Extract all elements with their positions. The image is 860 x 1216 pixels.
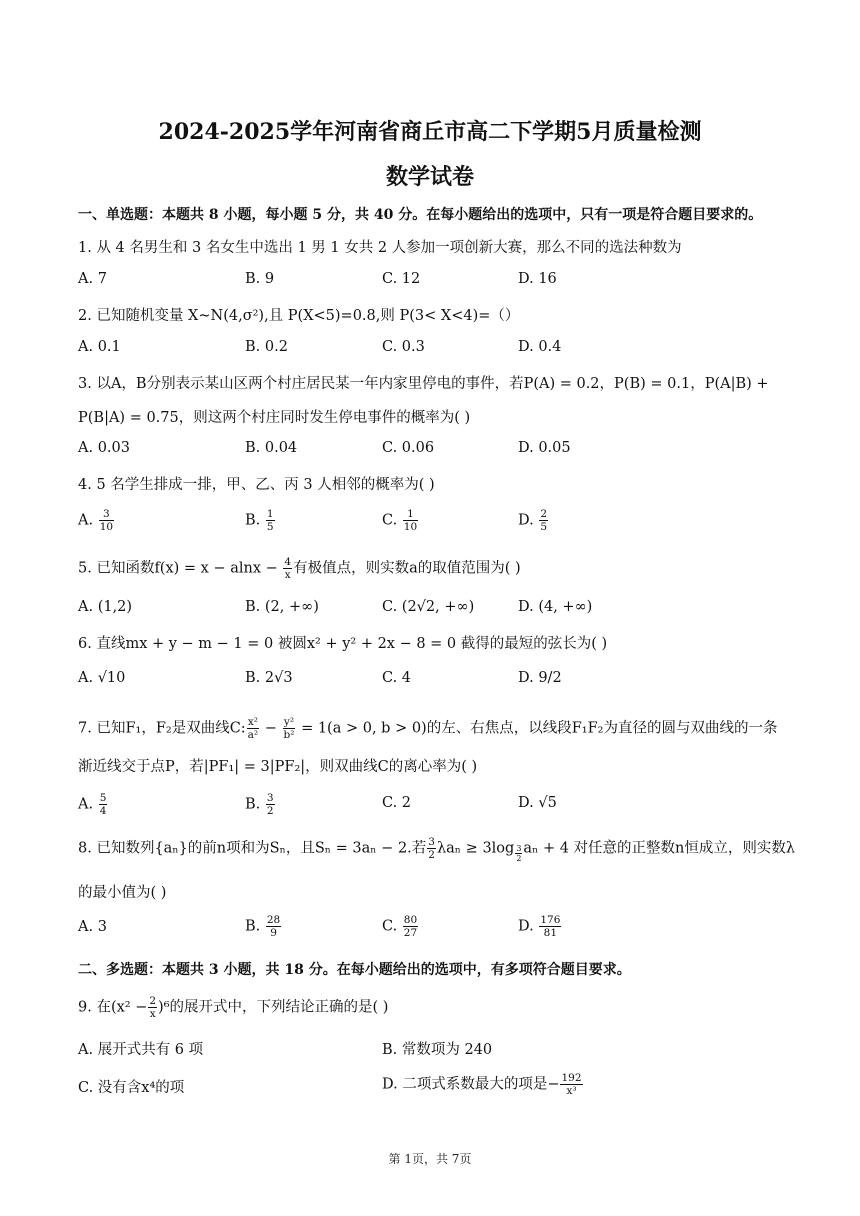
question-3-line-2: P(B|A) = 0.75，则这两个村庄同时发生停电事件的概率为( )	[78, 410, 471, 426]
fraction: $\frac{176}{81}$	[540, 914, 561, 939]
q3-option-d: D. 0.05	[518, 440, 571, 456]
question-9: 9. 在(x² − $\frac{2}{x}$ )⁶的展开式中，下列结论正确的是( )	[78, 995, 389, 1020]
q9-option-d: D. 二项式系数最大的项是− $\frac{192}{\text{x³}}$	[382, 1072, 582, 1097]
q4-option-a: A. $\frac{3}{10}$	[78, 508, 114, 533]
q7-option-c: C. 2	[382, 795, 412, 811]
q5-option-c: C. (2√2, +∞)	[382, 599, 475, 615]
q1-option-c: C. 12	[382, 271, 421, 287]
q4-option-d: D. $\frac{2}{5}$	[518, 508, 548, 533]
q6-option-a: A. √10	[78, 670, 126, 686]
q2-option-a: A. 0.1	[78, 339, 121, 355]
fraction: $\frac{\text{y²}}{\text{b²}}$	[283, 716, 295, 741]
log-base-fraction: $\frac{3}{2}$	[516, 843, 522, 863]
q5-option-a: A. (1,2)	[78, 599, 133, 615]
q7-option-b: B. $\frac{3}{2}$	[245, 792, 274, 817]
page-footer: 第 1页，共 7页	[388, 1152, 472, 1166]
q6-option-c: C. 4	[382, 670, 412, 686]
q8-option-d: D. $\frac{176}{81}$	[518, 914, 561, 939]
fraction: $\frac{3}{10}$	[99, 508, 114, 533]
question-3-line-1: 3. 以A，B分别表示某山区两个村庄居民某一年内家里停电的事件，若P(A) = 0.2，P(B) = 0.1，P(A|B) +	[78, 376, 769, 392]
page-subtitle: 数学试卷	[385, 164, 474, 190]
q5-option-d: D. (4, +∞)	[518, 599, 593, 615]
section-heading-single-choice: 一、单选题：本题共 8 小题，每小题 5 分，共 40 分。在每小题给出的选项中，只有一项是符合题目要求的。	[78, 207, 763, 223]
q7-option-a: A. $\frac{5}{4}$	[78, 792, 107, 817]
page-title: 2024-2025学年河南省商丘市高二下学期5月质量检测	[158, 119, 702, 145]
fraction: $\frac{\text{x²}}{\text{a²}}$	[247, 716, 259, 741]
q8-option-b: B. $\frac{28}{9}$	[245, 914, 281, 939]
question-4: 4. 5 名学生排成一排，甲、乙、丙 3 人相邻的概率为( )	[78, 477, 435, 493]
question-7-line-2: 渐近线交于点P，若|PF₁| = 3|PF₂|，则双曲线C的离心率为( )	[78, 759, 478, 775]
fraction: $\frac{1}{10}$	[403, 508, 418, 533]
fraction: $\frac{3}{2}$	[266, 792, 274, 817]
fraction: $\frac{2}{5}$	[540, 508, 548, 533]
q7-option-d: D. √5	[518, 795, 557, 811]
question-5: 5. 已知函数f(x) = x − alnx − $\frac{4}{x}$ 有极值点，则实数a的取值范围为( )	[78, 556, 521, 581]
q3-option-a: A. 0.03	[78, 440, 130, 456]
q8-option-c: C. $\frac{80}{27}$	[382, 914, 418, 939]
q4-option-c: C. $\frac{1}{10}$	[382, 508, 418, 533]
q2-option-b: B. 0.2	[245, 339, 288, 355]
question-1: 1. 从 4 名男生和 3 名女生中选出 1 男 1 女共 2 人参加一项创新大赛，那么不同的选法种数为	[78, 240, 682, 256]
fraction: $\frac{1}{5}$	[266, 508, 274, 533]
q3-option-c: C. 0.06	[382, 440, 435, 456]
q8-option-a: A. 3	[78, 919, 107, 935]
fraction: $\frac{5}{4}$	[99, 792, 107, 817]
q1-option-d: D. 16	[518, 271, 557, 287]
question-7-line-1: 7. 已知F₁，F₂是双曲线C: $\frac{\text{x²}}{\text{a²}}$ − $\frac{\text{y²}}{\text{b²}}$ = 1(a > 0, b > 0)的左、右焦点，以线段F₁F₂为直径的圆与双曲线的一条	[78, 716, 778, 741]
question-8-line-1: 8. 已知数列{aₙ}的前n项和为Sₙ，且Sₙ = 3aₙ − 2.若 $\frac{3}{2}$ λaₙ ≥ 3log $\frac{3}{2}$ aₙ + 4 对任意的正整数n恒成立，则实数λ	[78, 836, 796, 863]
fraction: $\frac{2}{x}$	[149, 995, 157, 1020]
q6-option-b: B. 2√3	[245, 670, 293, 686]
question-6: 6. 直线mx + y − m − 1 = 0 被圆x² + y² + 2x − 8 = 0 截得的最短的弦长为( )	[78, 636, 608, 652]
fraction: $\frac{3}{2}$	[428, 836, 435, 861]
q6-option-d: D. 9/2	[518, 670, 562, 686]
q1-option-b: B. 9	[245, 271, 275, 287]
section-heading-multiple-choice: 二、多选题：本题共 3 小题，共 18 分。在每小题给出的选项中，有多项符合题目要求。	[78, 962, 631, 978]
q3-option-b: B. 0.04	[245, 440, 298, 456]
fraction: $\frac{192}{\text{x³}}$	[561, 1072, 582, 1097]
fraction: $\frac{80}{27}$	[403, 914, 418, 939]
question-2: 2. 已知随机变量 X~N(4,σ²),且 P(X<5)=0.8,则 P(3< X<4)=（）	[78, 308, 520, 324]
q4-option-b: B. $\frac{1}{5}$	[245, 508, 274, 533]
q9-option-c: C. 没有含x⁴的项	[78, 1080, 185, 1096]
question-8-line-2: 的最小值为( )	[78, 885, 167, 901]
q9-option-b: B. 常数项为 240	[382, 1042, 493, 1058]
q1-option-a: A. 7	[78, 271, 107, 287]
fraction: $\frac{4}{x}$	[284, 556, 292, 581]
fraction: $\frac{28}{9}$	[266, 914, 281, 939]
q5-option-b: B. (2, +∞)	[245, 599, 319, 615]
q2-option-d: D. 0.4	[518, 339, 562, 355]
q2-option-c: C. 0.3	[382, 339, 425, 355]
q9-option-a: A. 展开式共有 6 项	[78, 1042, 204, 1058]
